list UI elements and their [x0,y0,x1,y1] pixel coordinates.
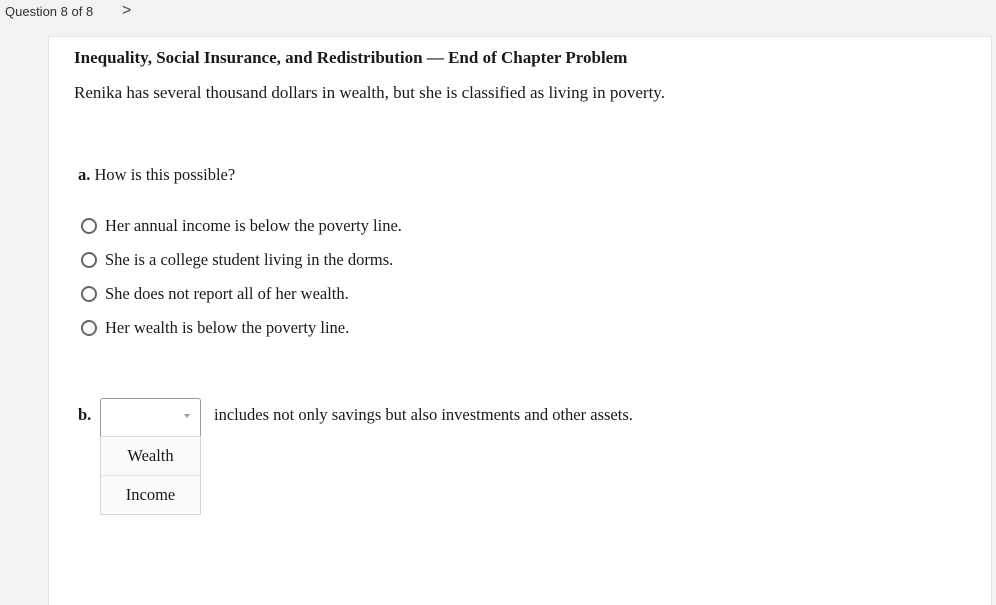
option-3[interactable] [81,277,402,311]
answer-dropdown[interactable] [100,398,201,436]
option-1[interactable] [81,209,402,243]
radio-button[interactable] [81,252,97,268]
chevron-right-icon[interactable]: > [122,2,132,19]
part-a-options [81,209,402,345]
option-label: She does not report all of her wealth. [105,284,349,303]
top-bar [0,0,996,30]
problem-prompt: Renika has several thousand dollars in wealth, but she is classified as living in poverty. [74,83,665,102]
part-a-label: a. [78,165,91,184]
option-4[interactable] [81,311,402,345]
part-b-label: b. [78,405,92,424]
option-label: Her annual income is below the poverty line. [105,216,402,235]
radio-button[interactable] [81,320,97,336]
radio-button[interactable] [81,218,97,234]
question-card [48,36,992,605]
problem-title: Inequality, Social Insurance, and Redistribution — End of Chapter Problem [74,48,628,67]
question-counter: Question 8 of 8 [5,4,94,19]
part-a-question-text: How is this possible? [94,165,236,184]
radio-button[interactable] [81,286,97,302]
option-label: Her wealth is below the poverty line. [105,318,350,337]
dropdown-option-income[interactable]: Income [101,476,200,514]
part-b-sentence: includes not only savings but also investments and other assets. [214,405,633,424]
dropdown-menu [100,436,201,515]
part-a-question [78,165,235,185]
option-2[interactable] [81,243,402,277]
option-label: She is a college student living in the dorms. [105,250,394,269]
dropdown-option-wealth[interactable]: Wealth [101,437,200,476]
caret-down-icon [184,414,190,418]
